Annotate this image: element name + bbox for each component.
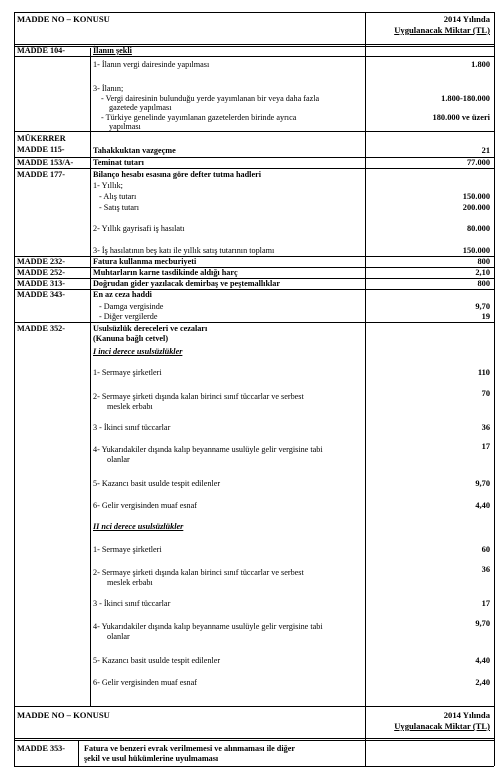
madde-352-degree2: II nci derece usulsüzlükler [93, 522, 184, 531]
usulsuzluk-item-label: 3 - İkinci sınıf tüccarlar [93, 599, 171, 608]
madde-115-no1: MÜKERRER [17, 134, 66, 143]
usulsuzluk-item-label: 2- Sermaye şirketi dışında kalan birinci sınıf tüccarlar ve serbest [93, 392, 304, 401]
madde-177-item3-val: 150.000 [462, 246, 490, 255]
madde-177-item2-val: 80.000 [466, 224, 490, 233]
madde-343-diger: - Diğer vergilerde [99, 312, 158, 321]
madde-104-val3a: 1.800-180.000 [441, 94, 490, 103]
header-col2-line2: Uygulanacak Miktar (TL) [394, 25, 490, 35]
madde-343-no: MADDE 343- [17, 290, 65, 299]
usulsuzluk-item-label: 4- Yukarıdakiler dışında kalıp beyanname usulüyle gelir vergisine tabi [93, 445, 323, 454]
madde-343-damga-val: 9,70 [475, 302, 490, 311]
row-line [14, 289, 494, 290]
madde-252-title: Muhtarların karne tasdikinde aldığı harç [93, 268, 238, 277]
usulsuzluk-item-label-cont: meslek erbabı [107, 402, 153, 411]
usulsuzluk-item-label-cont: meslek erbabı [107, 578, 153, 587]
madde-352-title2: (Kanuna bağlı cetvel) [93, 334, 169, 343]
madde-343-title: En az ceza haddi [93, 290, 152, 299]
madde-104-item3: 3- İlanın; [93, 84, 124, 93]
madde-104-no: MADDE 104- [17, 46, 65, 55]
madde-177-satis-val: 200.000 [462, 203, 490, 212]
table-border-right [494, 12, 495, 766]
madde-115-title: Tahakkuktan vazgeçme [93, 146, 176, 155]
madde-353-no: MADDE 353- [17, 744, 65, 753]
madde-115-no2: MADDE 115- [17, 145, 65, 154]
madde-232-val: 800 [477, 257, 490, 266]
usulsuzluk-item-value: 60 [481, 545, 490, 554]
header-col2-line1: 2014 Yılında [443, 14, 490, 24]
madde-153a-title: Teminat tutarı [93, 158, 144, 167]
column-divider-1b [78, 741, 79, 766]
madde-252-no: MADDE 252- [17, 268, 65, 277]
row-line [14, 12, 494, 13]
madde-177-alis-val: 150.000 [462, 192, 490, 201]
row-line [14, 706, 494, 707]
madde-232-no: MADDE 232- [17, 257, 65, 266]
madde-104-title: İlanın şekli [93, 46, 132, 55]
usulsuzluk-item-label: 6- Gelir vergisinden muaf esnaf [93, 501, 197, 510]
usulsuzluk-item-label: 5- Kazancı basit usulde tespit edilenler [93, 656, 221, 665]
madde-252-val: 2,10 [475, 268, 490, 277]
madde-177-title: Bilanço hesabı esasına göre defter tutma hadleri [93, 170, 261, 179]
madde-177-no: MADDE 177- [17, 170, 65, 179]
madde-313-title: Doğrudan gider yazılacak demirbaş ve peştemallıklar [93, 279, 281, 288]
header-bottom-line [14, 44, 494, 47]
header2-col2-line2: Uygulanacak Miktar (TL) [394, 721, 490, 731]
usulsuzluk-item-label: 4- Yukarıdakiler dışında kalıp beyanname usulüyle gelir vergisine tabi [93, 622, 323, 631]
usulsuzluk-item-value: 4,40 [475, 501, 490, 510]
madde-177-item2: 2- Yıllık gayrisafi iş hasılatı [93, 224, 185, 233]
usulsuzluk-item-value: 17 [481, 442, 490, 451]
madde-104-item3a-l1: - Vergi dairesinin bulunduğu yerde yayımlanan bir veya daha fazla [101, 94, 320, 103]
madde-104-item3b-l1: - Türkiye genelinde yayımlanan gazetelerden birinde ayrıca [101, 113, 297, 122]
madde-177-item1: 1- Yıllık; [93, 181, 123, 190]
madde-353-title-l1: Fatura ve benzeri evrak verilmemesi ve alınmaması ile diğer [84, 744, 296, 753]
madde-177-alis: - Alış tutarı [99, 192, 137, 201]
usulsuzluk-item-value: 36 [481, 565, 490, 574]
madde-352-title1: Usulsüzlük dereceleri ve cezaları [93, 324, 208, 333]
madde-153a-no: MADDE 153/A- [17, 158, 74, 167]
madde-104-item3a-l2: gazetede yapılması [109, 103, 172, 112]
row-line [14, 131, 494, 132]
header-col1: MADDE NO – KONUSU [17, 14, 110, 24]
usulsuzluk-item-value: 9,70 [475, 479, 490, 488]
usulsuzluk-item-label: 1- Sermaye şirketleri [93, 368, 162, 377]
usulsuzluk-item-value: 2,40 [475, 678, 490, 687]
madde-104-val3b: 180.000 ve üzeri [432, 113, 490, 122]
madde-343-diger-val: 19 [481, 312, 490, 321]
usulsuzluk-item-label: 6- Gelir vergisinden muaf esnaf [93, 678, 197, 687]
usulsuzluk-item-label: 3 - İkinci sınıf tüccarlar [93, 423, 171, 432]
usulsuzluk-item-label: 1- Sermaye şirketleri [93, 545, 162, 554]
madde-104-val1: 1.800 [471, 60, 490, 69]
header2-bottom-line [14, 738, 494, 741]
madde-352-no: MADDE 352- [17, 324, 65, 333]
madde-232-title: Fatura kullanma mecburiyeti [93, 257, 197, 266]
row-line [14, 766, 494, 767]
row-line [14, 56, 494, 57]
column-divider-2 [365, 12, 366, 766]
usulsuzluk-item-label: 5- Kazancı basit usulde tespit edilenler [93, 479, 221, 488]
madde-313-val: 800 [477, 279, 490, 288]
header2-col2-line1: 2014 Yılında [443, 710, 490, 720]
row-line [14, 322, 494, 323]
usulsuzluk-item-label: 2- Sermaye şirketi dışında kalan birinci sınıf tüccarlar ve serbest [93, 568, 304, 577]
madde-343-damga: - Damga vergisinde [99, 302, 164, 311]
usulsuzluk-item-label-cont: olanlar [107, 455, 130, 464]
madde-353-title-l2: şekil ve usul hükümlerine uyulmaması [84, 754, 219, 763]
madde-177-satis: - Satış tutarı [99, 203, 140, 212]
column-divider-1 [90, 48, 91, 706]
header2-col1: MADDE NO – KONUSU [17, 710, 110, 720]
madde-177-item3: 3- İş hasılatının beş katı ile yıllık satış tutarının toplamı [93, 246, 275, 255]
madde-104-item3b-l2: yapılması [109, 122, 141, 131]
madde-352-degree1: I inci derece usulsüzlükler [93, 347, 183, 356]
row-line [14, 168, 494, 169]
usulsuzluk-item-value: 70 [481, 389, 490, 398]
madde-313-no: MADDE 313- [17, 279, 65, 288]
usulsuzluk-item-value: 36 [481, 423, 490, 432]
usulsuzluk-item-value: 110 [477, 368, 490, 377]
usulsuzluk-item-value: 17 [481, 599, 490, 608]
madde-115-val: 21 [481, 146, 490, 155]
usulsuzluk-item-label-cont: olanlar [107, 632, 130, 641]
usulsuzluk-item-value: 4,40 [475, 656, 490, 665]
madde-104-item1: 1- İlanın vergi dairesinde yapılması [93, 60, 210, 69]
usulsuzluk-item-value: 9,70 [475, 619, 490, 628]
table-border-left [14, 12, 15, 766]
madde-153a-val: 77.000 [466, 158, 490, 167]
